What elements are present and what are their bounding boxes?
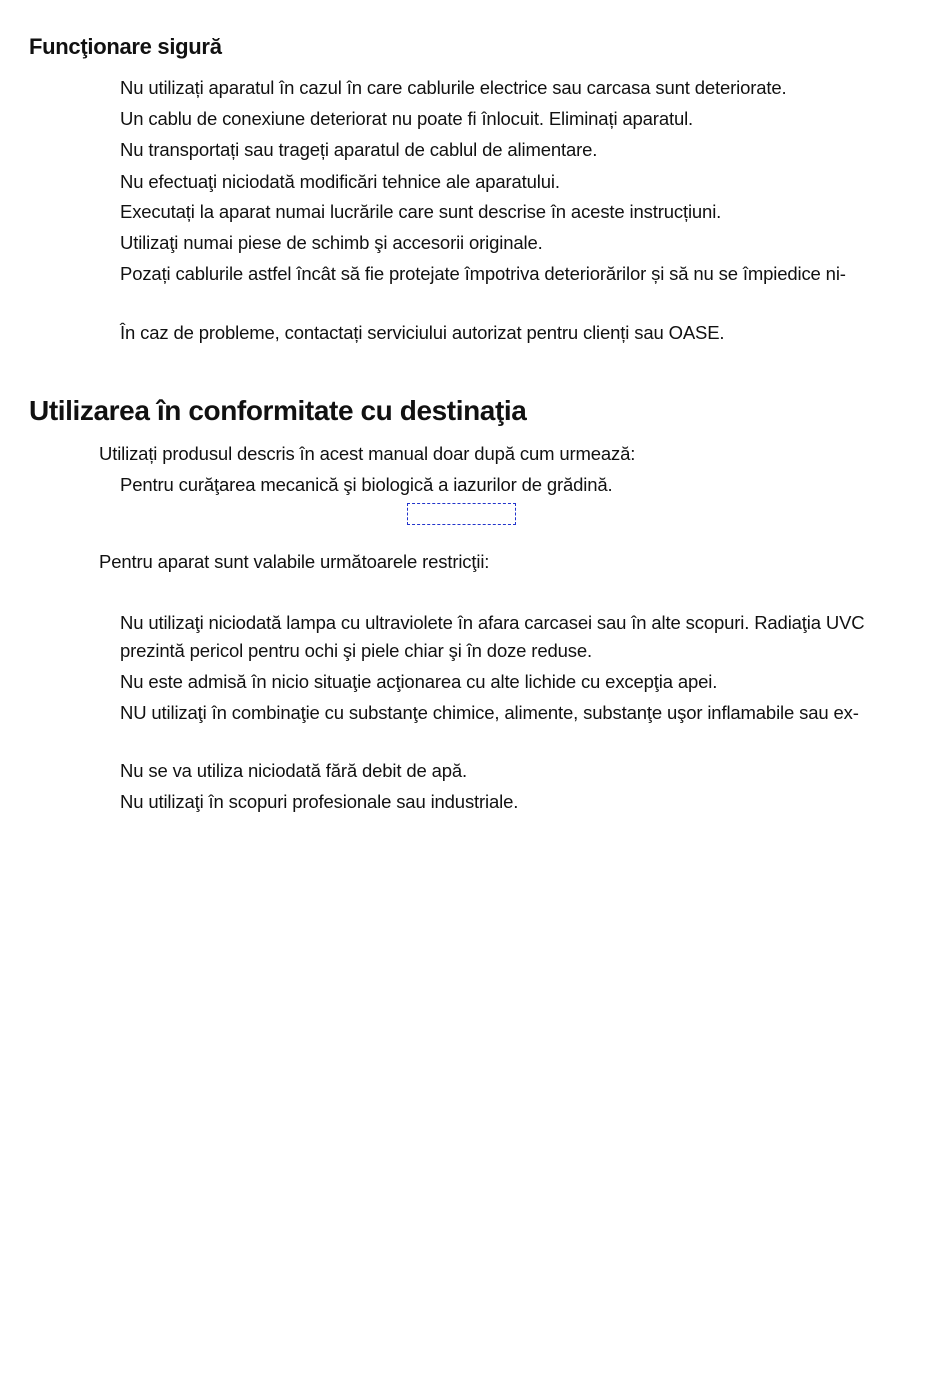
- restriction-item-continued: prezintă pericol pentru ochi şi piele chiar şi în doze reduse.: [120, 640, 592, 661]
- restriction-item: Nu se va utiliza niciodată fără debit de apă.: [120, 760, 468, 781]
- intended-use-intro: Utilizați produsul descris în acest manual doar după cum urmează:: [99, 443, 636, 464]
- safety-item: Pozați cablurile astfel încât să fie protejate împotriva deteriorărilor și să nu se împiedice ni-: [120, 263, 846, 284]
- restriction-item: Nu utilizaţi în scopuri profesionale sau industriale.: [120, 791, 519, 812]
- section-title-safe-operation: Funcţionare sigură: [29, 34, 222, 59]
- safety-item: Nu utilizați aparatul în cazul în care cablurile electrice sau carcasa sunt deteriorate.: [120, 77, 787, 98]
- safety-item: Nu transportați sau trageți aparatul de cablul de alimentare.: [120, 139, 598, 160]
- restrictions-intro: Pentru aparat sunt valabile următoarele restricţii:: [99, 551, 490, 572]
- safety-item: Nu efectuaţi niciodată modificări tehnice ale aparatului.: [120, 171, 560, 192]
- intended-use-item: Pentru curăţarea mecanică şi biologică a iazurilor de grădină.: [120, 474, 613, 495]
- safety-item: Executați la aparat numai lucrările care sunt descrise în aceste instrucțiuni.: [120, 201, 722, 222]
- section-title-intended-use: Utilizarea în conformitate cu destinaţia: [29, 395, 527, 426]
- support-note: În caz de probleme, contactați serviciului autorizat pentru clienți sau OASE.: [120, 322, 725, 343]
- image-placeholder: [407, 503, 516, 525]
- restriction-item: NU utilizaţi în combinaţie cu substanţe chimice, alimente, substanţe uşor inflamabile sau ex-: [120, 702, 859, 723]
- safety-item: Un cablu de conexiune deteriorat nu poate fi înlocuit. Eliminați aparatul.: [120, 108, 694, 129]
- restriction-item: Nu utilizaţi niciodată lampa cu ultraviolete în afara carcasei sau în alte scopuri. Radiaţia UVC: [120, 612, 865, 633]
- safety-item: Utilizaţi numai piese de schimb şi accesorii originale.: [120, 232, 543, 253]
- restriction-item: Nu este admisă în nicio situaţie acţionarea cu alte lichide cu excepţia apei.: [120, 671, 718, 692]
